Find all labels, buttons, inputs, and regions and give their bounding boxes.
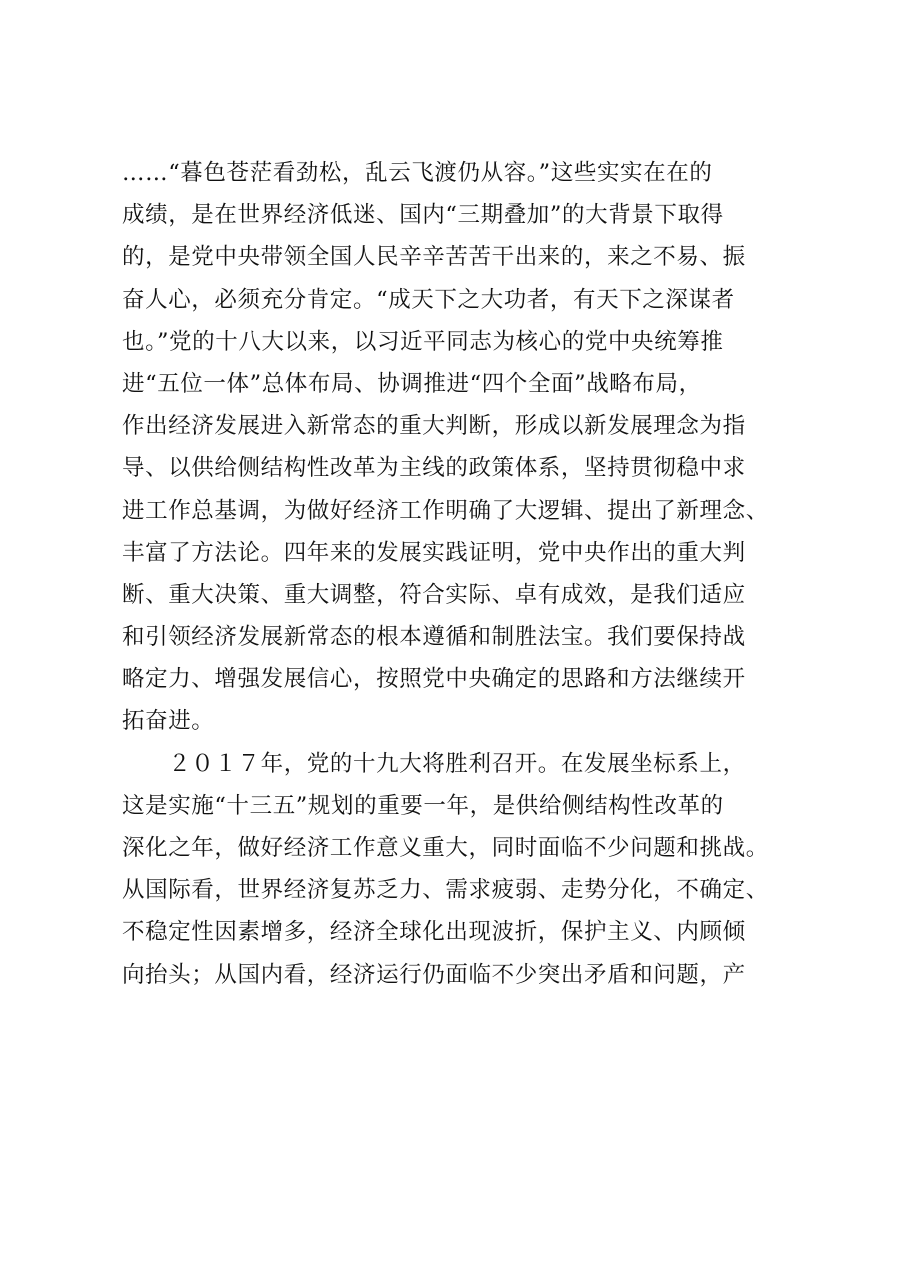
text-line: 和引领经济发展新常态的根本遵循和制胜法宝。我们要保持战 — [122, 624, 746, 651]
text-line: 断、重大决策、重大调整，符合实际、卓有成效，是我们适应 — [122, 581, 746, 608]
text-line: 从国际看，世界经济复苏乏力、需求疲弱、走势分化，不确定、 — [122, 877, 769, 904]
text-line: 奋人心，必须充分肯定。“成天下之大功者，有天下之深谋者 — [122, 286, 735, 313]
text-line: 作出经济发展进入新常态的重大判断，形成以新发展理念为指 — [122, 413, 746, 440]
text-line: 略定力、增强发展信心，按照党中央确定的思路和方法继续开 — [122, 666, 746, 693]
text-line: 进“五位一体”总体布局、协调推进“四个全面”战略布局， — [122, 370, 702, 397]
document-body — [122, 152, 822, 996]
paragraph-2 — [122, 743, 822, 996]
text-line: 丰富了方法论。四年来的发展实践证明，党中央作出的重大判 — [122, 539, 746, 566]
text-line: 拓奋进。 — [122, 708, 215, 735]
text-line: 这是实施“十三五”规划的重要一年，是供给侧结构性改革的 — [122, 792, 724, 819]
text-line: 的，是党中央带领全国人民辛辛苦苦干出来的，来之不易、振 — [122, 244, 746, 271]
text-line: 也。”党的十八大以来，以习近平同志为核心的党中央统筹推 — [122, 328, 724, 355]
text-line: 不稳定性因素增多，经济全球化出现波折，保护主义、内顾倾 — [122, 919, 746, 946]
paragraph-1 — [122, 152, 822, 743]
text-line: 深化之年，做好经济工作意义重大，同时面临不少问题和挑战。 — [122, 835, 769, 861]
text-line: 进工作总基调，为做好经济工作明确了大逻辑、提出了新理念、 — [122, 497, 769, 524]
text-line: 成绩，是在世界经济低迷、国内“三期叠加”的大背景下取得 — [122, 202, 724, 229]
text-line: 导、以供给侧结构性改革为主线的政策体系，坚持贯彻稳中求 — [122, 455, 746, 482]
text-line: ２０１７年，党的十九大将胜利召开。在发展坐标系上， — [122, 750, 746, 777]
text-line: ……“暮色苍茫看劲松，乱云飞渡仍从容。”这些实实在在的 — [122, 160, 713, 186]
text-line: 向抬头；从国内看，经济运行仍面临不少突出矛盾和问题，产 — [122, 961, 746, 988]
